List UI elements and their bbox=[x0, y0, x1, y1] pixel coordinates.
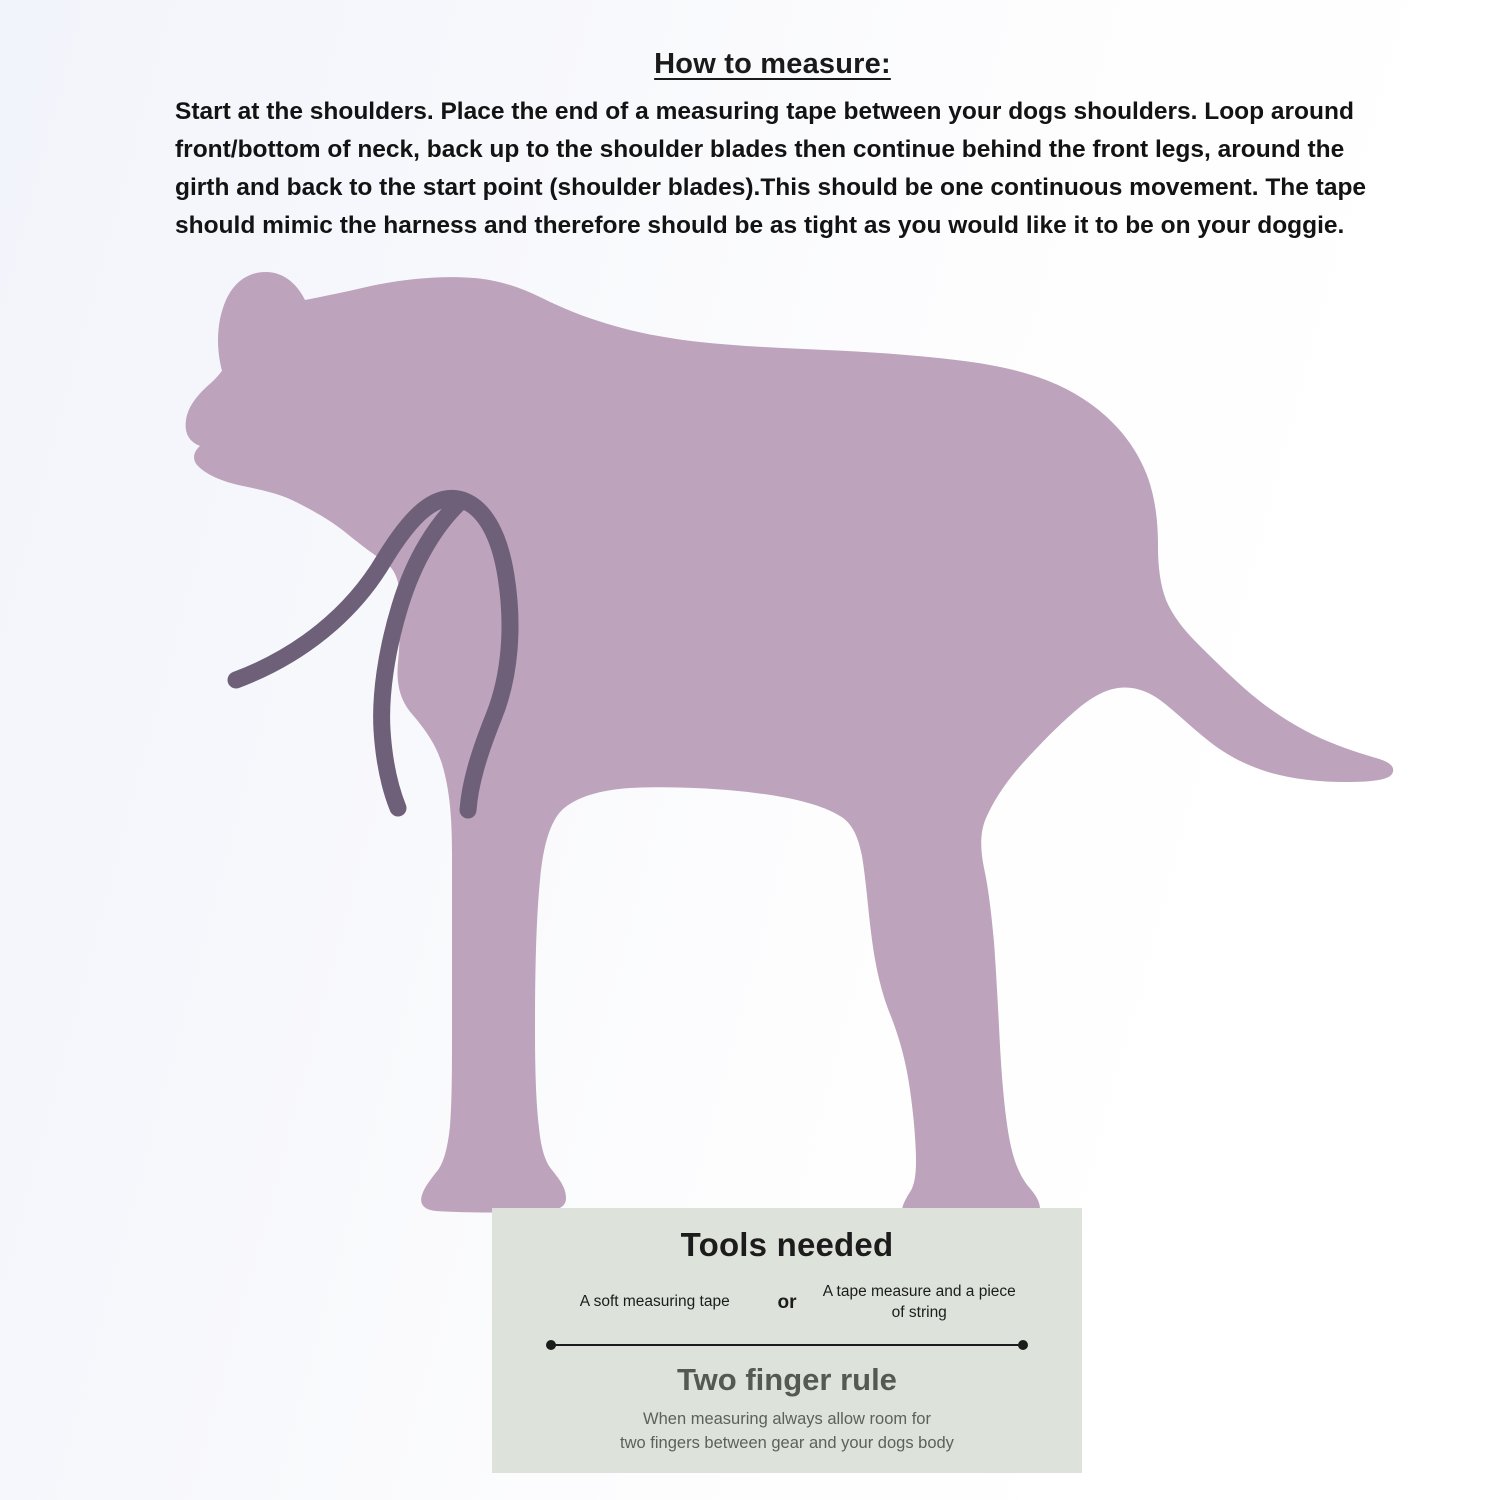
divider-dot-right bbox=[1018, 1340, 1028, 1350]
tools-options-row bbox=[492, 1282, 1082, 1324]
tools-title: Tools needed bbox=[680, 1226, 894, 1263]
tool-option-two: A tape measure and a piece of string bbox=[822, 1283, 1016, 1321]
dog-silhouette-icon bbox=[186, 272, 1394, 1220]
section-divider bbox=[546, 1340, 1028, 1350]
two-finger-title: Two finger rule bbox=[677, 1361, 897, 1397]
page-title: How to measure: bbox=[654, 48, 891, 80]
two-finger-body bbox=[492, 1408, 1082, 1456]
dog-illustration bbox=[0, 270, 1500, 1220]
instructions-text: Start at the shoulders. Place the end of a measuring tape between your dogs shoulders. Loop around front/bottom of neck, back up to the shoulder blades then continue behind the front legs, around the girth and back to the start point (shoulder blades).This should be one continuous movement. The tape should mimic the harness and therefore should be as tight as you would like it to be on your doggie. bbox=[175, 98, 1367, 239]
instructions-block bbox=[175, 48, 1370, 245]
two-finger-line-1: When measuring always allow room for bbox=[643, 1409, 931, 1428]
tools-panel bbox=[492, 1208, 1082, 1473]
divider-wrap bbox=[492, 1340, 1082, 1350]
divider-line bbox=[552, 1344, 1022, 1346]
tool-option-one: A soft measuring tape bbox=[579, 1293, 730, 1311]
tool-option-conjunction: or bbox=[777, 1291, 797, 1313]
two-finger-line-2: two fingers between gear and your dogs body bbox=[620, 1433, 954, 1452]
